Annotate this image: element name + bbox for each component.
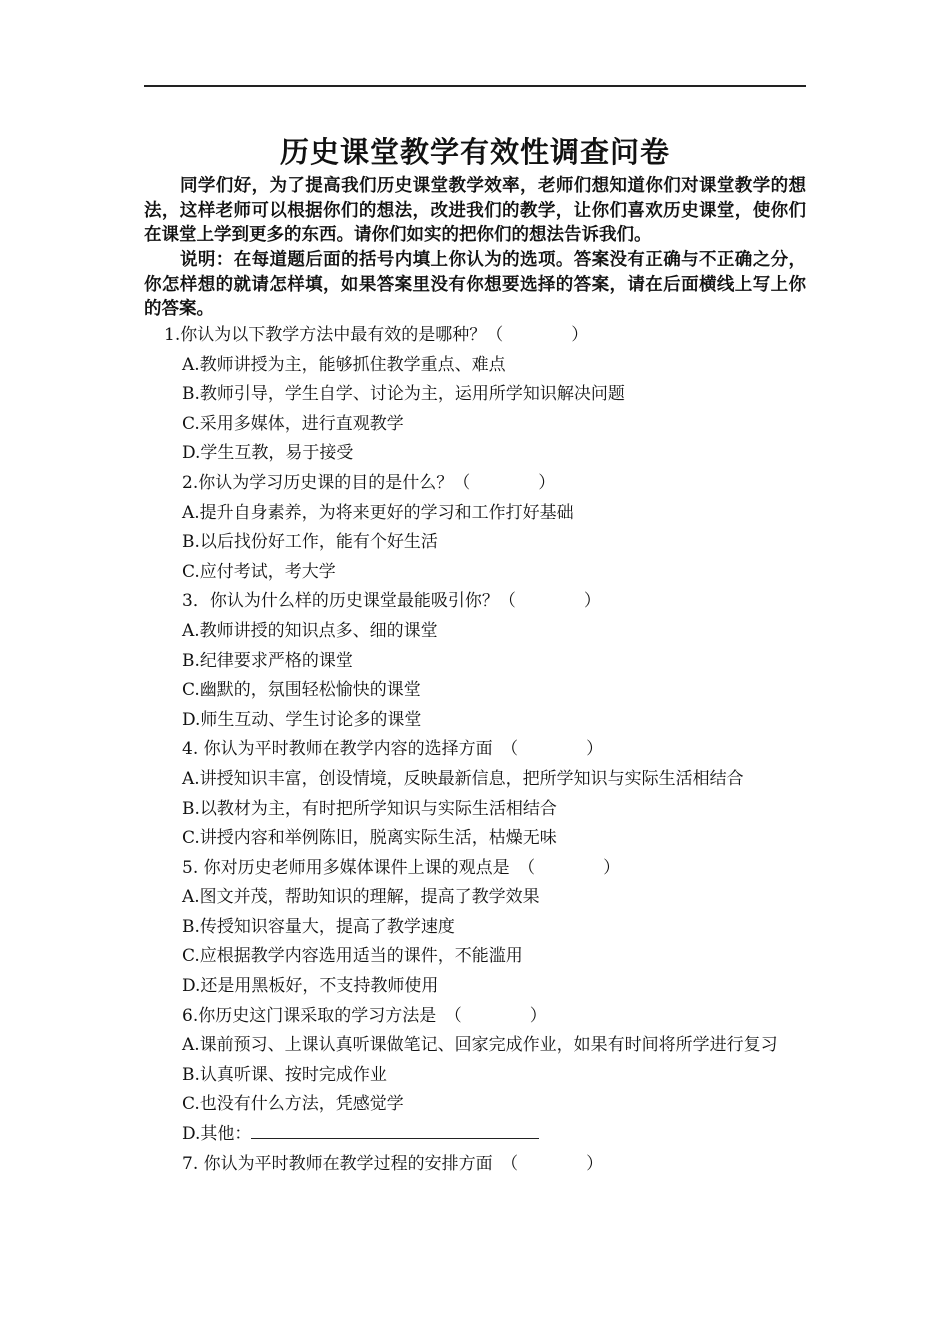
question-3: 3．你认为什么样的历史课堂最能吸引你？（ ） (182, 591, 601, 612)
question-2: 2.你认为学习历史课的目的是什么？（ ） (182, 472, 556, 493)
question-6-option-d (144, 1120, 808, 1150)
page-title: 历史课堂教学有效性调查问卷 (279, 135, 670, 169)
question-6-option-b: B.认真听课、按时完成作业 (182, 1064, 387, 1085)
question-5-option-c: C.应根据教学内容选用适当的课件，不能滥用 (182, 946, 523, 967)
header-rule (144, 85, 806, 87)
question-6-option-a: A.课前预习、上课认真听课做笔记、回家完成作业，如果有时间将所学进行复习 (182, 1035, 778, 1056)
question-1: 1.你认为以下教学方法中最有效的是哪种？（ ） (164, 325, 589, 345)
question-4-option-c: C.讲授内容和举例陈旧，脱离实际生活，枯燥无味 (182, 828, 557, 849)
question-list (144, 321, 808, 1179)
question-2-option-c: C.应付考试，考大学 (182, 561, 336, 582)
question-5-option-a: A.图文并茂，帮助知识的理解，提高了教学效果 (182, 887, 540, 908)
intro-paragraph: 同学们好，为了提高我们历史课堂教学效率，老师们想知道你们对课堂教学的想法，这样老师可以根据你们的想法，改进我们的教学，让你们喜欢历史课堂，使你们在课堂上学到更多的东西。请你们如实的把你们的想法告诉我们。 (144, 176, 806, 245)
other-label: D.其他： (182, 1124, 252, 1145)
question-5-option-b: B.传授知识容量大，提高了教学速度 (182, 916, 455, 937)
other-answer-blank[interactable] (251, 1122, 539, 1139)
question-1-option-c: C.采用多媒体，进行直观教学 (182, 413, 404, 434)
question-4: 4. 你认为平时教师在教学内容的选择方面 （ ） (182, 739, 604, 760)
question-3-option-a: A.教师讲授的知识点多、细的课堂 (182, 620, 438, 641)
question-5: 5. 你对历史老师用多媒体课件上课的观点是 （ ） (182, 857, 621, 878)
question-1-option-d: D.学生互教，易于接受 (182, 443, 354, 464)
question-7: 7. 你认为平时教师在教学过程的安排方面 （ ） (182, 1153, 604, 1174)
question-3-option-b: B.纪律要求严格的课堂 (182, 650, 353, 671)
question-1-option-a: A.教师讲授为主，能够抓住教学重点、难点 (182, 354, 506, 375)
question-3-option-d: D.师生互动、学生讨论多的课堂 (182, 709, 422, 730)
question-1-option-b: B.教师引导，学生自学、讨论为主，运用所学知识解决问题 (182, 384, 625, 405)
question-5-option-d: D.还是用黑板好，不支持教师使用 (182, 976, 439, 997)
instruction-paragraph: 说明：在每道题后面的括号内填上你认为的选项。答案没有正确与不正确之分，你怎样想的就请怎样填，如果答案里没有你想要选择的答案，请在后面横线上写上你的答案。 (144, 250, 806, 319)
question-6: 6.你历史这门课采取的学习方法是 （ ） (182, 1005, 547, 1026)
question-3-option-c: C.幽默的，氛围轻松愉快的课堂 (182, 680, 421, 701)
question-4-option-b: B.以教材为主，有时把所学知识与实际生活相结合 (182, 798, 557, 819)
question-2-option-b: B.以后找份好工作，能有个好生活 (182, 532, 438, 553)
question-2-option-a: A.提升自身素养，为将来更好的学习和工作打好基础 (182, 502, 574, 523)
question-6-option-c: C.也没有什么方法，凭感觉学 (182, 1094, 404, 1115)
question-4-option-a: A.讲授知识丰富，创设情境，反映最新信息，把所学知识与实际生活相结合 (182, 768, 744, 789)
